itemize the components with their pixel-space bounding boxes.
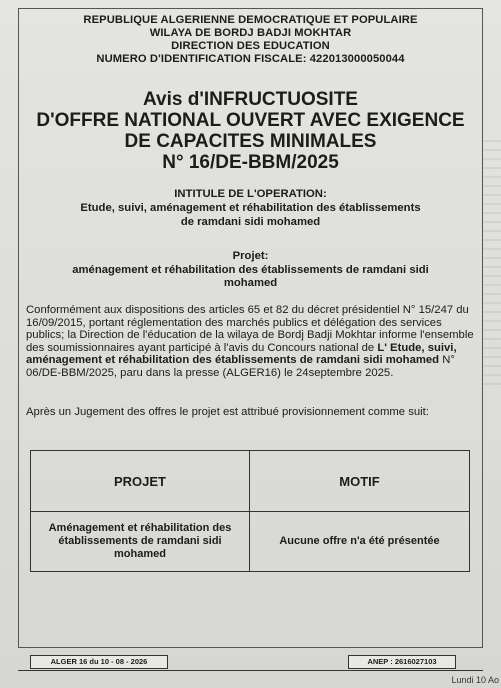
title-avis: Avis d'INFRUCTUOSITE <box>143 89 358 110</box>
footer-anep: ANEP : 2616027103 <box>348 655 456 669</box>
table-column-motif <box>250 451 469 571</box>
projet-line1: aménagement et réhabilitation des établissements de ramdani sidi <box>72 264 429 276</box>
title-capacites: DE CAPACITES MINIMALES <box>124 131 377 152</box>
intitule-heading: INTITULE DE L'OPERATION: <box>174 188 327 200</box>
header-republic: REPUBLIQUE ALGERIENNE DEMOCRATIQUE ET POPULAIRE <box>83 14 418 26</box>
body-paragraph <box>26 304 480 380</box>
projet-line2: mohamed <box>223 277 278 289</box>
table-cell-motif: Aucune offre n'a été présentée <box>279 535 440 547</box>
bleed-through-text <box>482 140 501 390</box>
body-paragraph-2: Après un Jugement des offres le projet est attribué provisionnement comme suit: <box>26 406 429 418</box>
footer-rule <box>18 670 483 671</box>
title-offre: D'OFFRE NATIONAL OUVERT AVEC EXIGENCE <box>36 110 465 131</box>
projet-heading: Projet: <box>232 250 269 262</box>
header-direction: DIRECTION DES EDUCATION <box>171 40 330 52</box>
body-text-lead: Conformément aux dispositions des articles 65 et 82 du décret présidentiel N° 15/247 du 16/09/2015, portant réglementation des marchés publics et délégation des services publics; la Direction de l'éducation de la wilaya de Bordj Badji Mokhtar informe l'ensemble des soumissionnaires ayant participé à l'avis du Concours national de <box>26 304 474 354</box>
intitule-line1: Etude, suivi, aménagement et réhabilitation des établissements <box>80 202 421 214</box>
title-numero: N° 16/DE-BBM/2025 <box>162 152 339 173</box>
table-header-projet: PROJET <box>31 451 249 512</box>
body-text-bold: L' Etude, suivi, aménagement et réhabilitation des établissements de ramdani sidi mohamed <box>26 341 457 367</box>
header-wilaya: WILAYA DE BORDJ BADJI MOKHTAR <box>149 27 352 39</box>
page-date-fragment: Lundi 10 Ao <box>451 675 499 685</box>
header-nif: NUMERO D'IDENTIFICATION FISCALE: 422013000050044 <box>96 53 405 65</box>
body-text-tail: N° 06/DE-BBM/2025, paru dans la presse (ALGER16) le 24septembre 2025. <box>26 354 455 379</box>
table-column-projet <box>31 451 250 571</box>
table-header-motif: MOTIF <box>250 451 469 512</box>
table-cell-projet: Aménagement et réhabilitation des établissements de ramdani sidi mohamed <box>48 522 232 560</box>
intitule-line2: de ramdani sidi mohamed <box>180 216 321 228</box>
results-table <box>30 450 470 572</box>
footer-publication: ALGER 16 du 10 - 08 - 2026 <box>30 655 168 669</box>
